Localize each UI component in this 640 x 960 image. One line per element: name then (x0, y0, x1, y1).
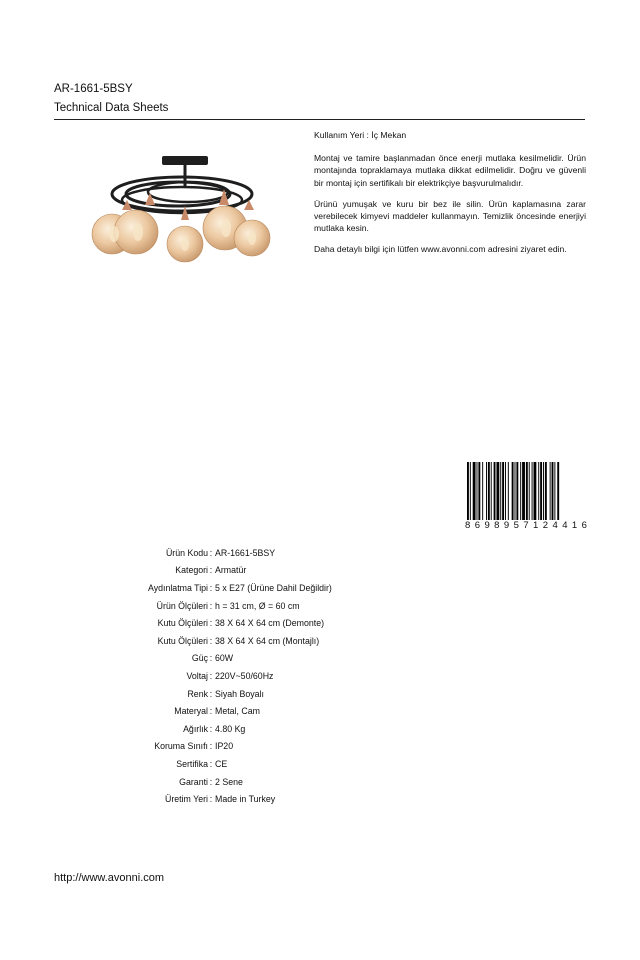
spec-value: 2 Sene (215, 776, 243, 787)
spec-row (0, 597, 640, 615)
spec-label: Garanti (179, 776, 208, 787)
website-paragraph: Daha detaylı bilgi için lütfen www.avonni.com adresini ziyaret edin. (314, 244, 567, 255)
spec-row (0, 790, 640, 808)
spec-separator: : (209, 723, 213, 734)
spec-value: h = 31 cm, Ø = 60 cm (215, 600, 300, 611)
spec-label: Kategori (175, 565, 208, 576)
product-code-heading: AR-1661-5BSY (54, 83, 133, 95)
footer-website-url: http://www.avonni.com (54, 872, 165, 884)
spec-row (0, 702, 640, 720)
spec-separator: : (209, 688, 213, 699)
spec-separator: : (209, 741, 213, 752)
spec-label: Ağırlık (183, 723, 208, 734)
barcode-digit: 4 (562, 520, 568, 531)
spec-value: Made in Turkey (215, 794, 276, 805)
barcode-digit: 1 (533, 520, 539, 531)
spec-row (0, 650, 640, 668)
spec-value: 220V~50/60Hz (215, 670, 274, 681)
spec-label: Materyal (174, 706, 208, 717)
barcode-digit: 4 (552, 520, 558, 531)
spec-row (0, 755, 640, 773)
spec-separator: : (209, 670, 213, 681)
spec-label: Kutu Ölçüleri (157, 635, 208, 646)
specification-table (0, 544, 640, 808)
spec-label: Güç (191, 653, 208, 664)
barcode-digit: 7 (523, 520, 529, 531)
spec-label: Aydınlatma Tipi (148, 582, 208, 593)
spec-label: Sertifika (176, 758, 208, 769)
barcode-digit: 9 (484, 520, 490, 531)
spec-separator: : (209, 600, 213, 611)
spec-value: 38 X 64 X 64 cm (Demonte) (215, 618, 325, 629)
spec-label: Kutu Ölçüleri (157, 618, 208, 629)
safety-paragraph: Montaj ve tamire başlanmadan önce enerji mutlaka kesilmelidir. Ürün montajında topraklamaya mutlaka dikkat edilmelidir. Doğru ve güvenli bir montaj için sertifikalı bir elektrikçiye başvurulmalıdır. (314, 153, 586, 188)
spec-value: Siyah Boyalı (215, 688, 264, 699)
spec-separator: : (209, 547, 213, 558)
spec-value: CE (215, 758, 228, 769)
document-subtitle: Technical Data Sheets (54, 102, 169, 114)
spec-separator: : (209, 635, 213, 646)
spec-value: 60W (215, 653, 234, 664)
spec-row (0, 720, 640, 738)
barcode-digit: 8 (465, 520, 471, 531)
spec-separator: : (209, 794, 213, 805)
spec-separator: : (209, 758, 213, 769)
barcode-digit: 6 (474, 520, 481, 531)
spec-row (0, 579, 640, 597)
barcode-digit: 5 (513, 520, 519, 531)
barcode-digit: 1 (571, 520, 578, 531)
cleaning-paragraph: Ürünü yumuşak ve kuru bir bez ile silin. Ürün kaplamasına zarar verebilecek kimyevi maddeler kullanmayın. Temizlik öncesinde enerjiyi mutlaka kesin. (314, 198, 586, 234)
spec-label: Ürün Ölçüleri (156, 600, 208, 611)
spec-value: AR-1661-5BSY (215, 547, 276, 558)
spec-label: Renk (187, 688, 208, 699)
spec-row (0, 773, 640, 791)
spec-separator: : (209, 706, 213, 717)
spec-row (0, 738, 640, 756)
spec-separator: : (209, 565, 213, 576)
header-divider (54, 119, 585, 120)
spec-row (0, 562, 640, 580)
spec-separator: : (209, 582, 213, 593)
usage-location: Kullanım Yeri : İç Mekan (314, 130, 407, 140)
spec-separator: : (209, 776, 213, 787)
spec-value: IP20 (215, 741, 234, 752)
barcode-number (465, 520, 587, 531)
spec-label: Voltaj (186, 670, 208, 681)
spec-row (0, 544, 640, 562)
spec-row (0, 632, 640, 650)
chandelier-image (84, 148, 284, 276)
spec-separator: : (209, 618, 213, 629)
spec-value: Metal, Cam (215, 706, 260, 717)
spec-label: Ürün Kodu (165, 547, 208, 558)
spec-row (0, 614, 640, 632)
barcode-digit: 2 (542, 520, 549, 531)
spec-label: Koruma Sınıfı (154, 741, 208, 752)
spec-label: Üretim Yeri (164, 794, 208, 805)
barcode-digit: 9 (503, 520, 510, 531)
usage-info-block (314, 129, 586, 265)
barcode-digit: 6 (581, 520, 587, 531)
spec-value: 38 X 64 X 64 cm (Montajlı) (215, 635, 320, 646)
spec-value: Armatür (215, 565, 247, 576)
spec-row (0, 667, 640, 685)
spec-row (0, 685, 640, 703)
spec-separator: : (209, 653, 213, 664)
barcode-digit: 8 (494, 520, 500, 531)
spec-value: 5 x E27 (Ürüne Dahil Değildir) (215, 582, 332, 593)
spec-value: 4.80 Kg (215, 723, 246, 734)
